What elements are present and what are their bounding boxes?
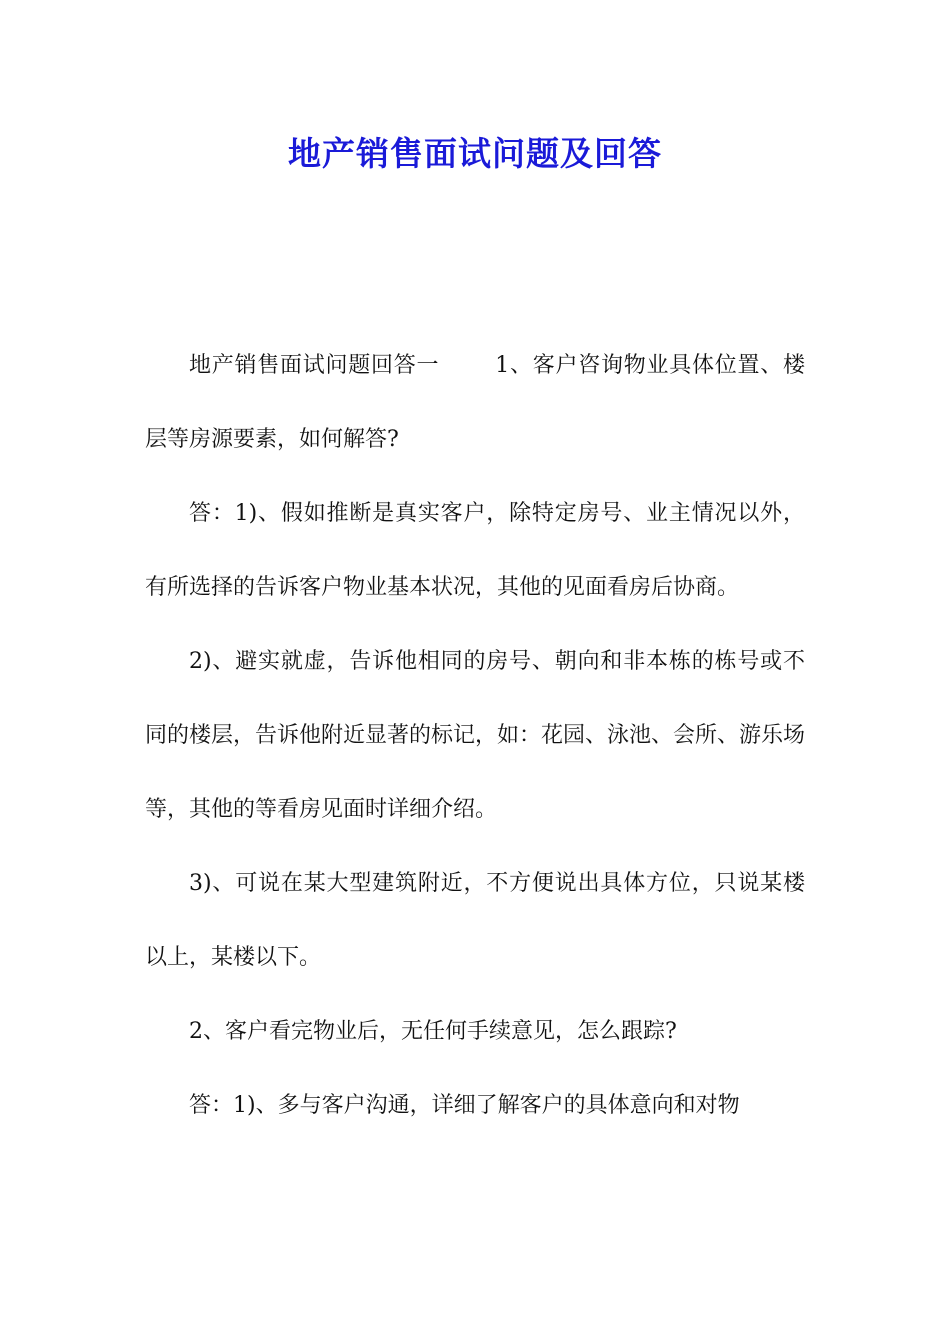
answer-1-part-1: 答：1)、假如推断是真实客户，除特定房号、业主情况以外，有所选择的告诉客户物业基本状况，其他的见面看房后协商。 (145, 501, 805, 600)
document-body (145, 329, 805, 1143)
answer-1-part-3: 3)、可说在某大型建筑附近，不方便说出具体方位，只说某楼以上，某楼以下。 (145, 871, 805, 970)
section-heading: 地产销售面试问题回答一 (189, 353, 440, 378)
paragraph-1 (145, 329, 805, 477)
question-1-text: 1、客户咨询物业具体位置、楼层等房源要素，如何解答? (145, 353, 805, 452)
answer-1-part-2: 2)、避实就虚，告诉他相同的房号、朝向和非本栋的栋号或不同的楼层，告诉他附近显著的标记，如：花园、泳池、会所、游乐场等，其他的等看房见面时详细介绍。 (145, 649, 806, 822)
question-2: 2、客户看完物业后，无任何手续意见，怎么跟踪? (189, 1019, 677, 1044)
answer-2-part-1: 答：1)、多与客户沟通，详细了解客户的具体意向和对物 (189, 1093, 740, 1118)
document-title: 地产销售面试问题及回答 (288, 134, 662, 173)
